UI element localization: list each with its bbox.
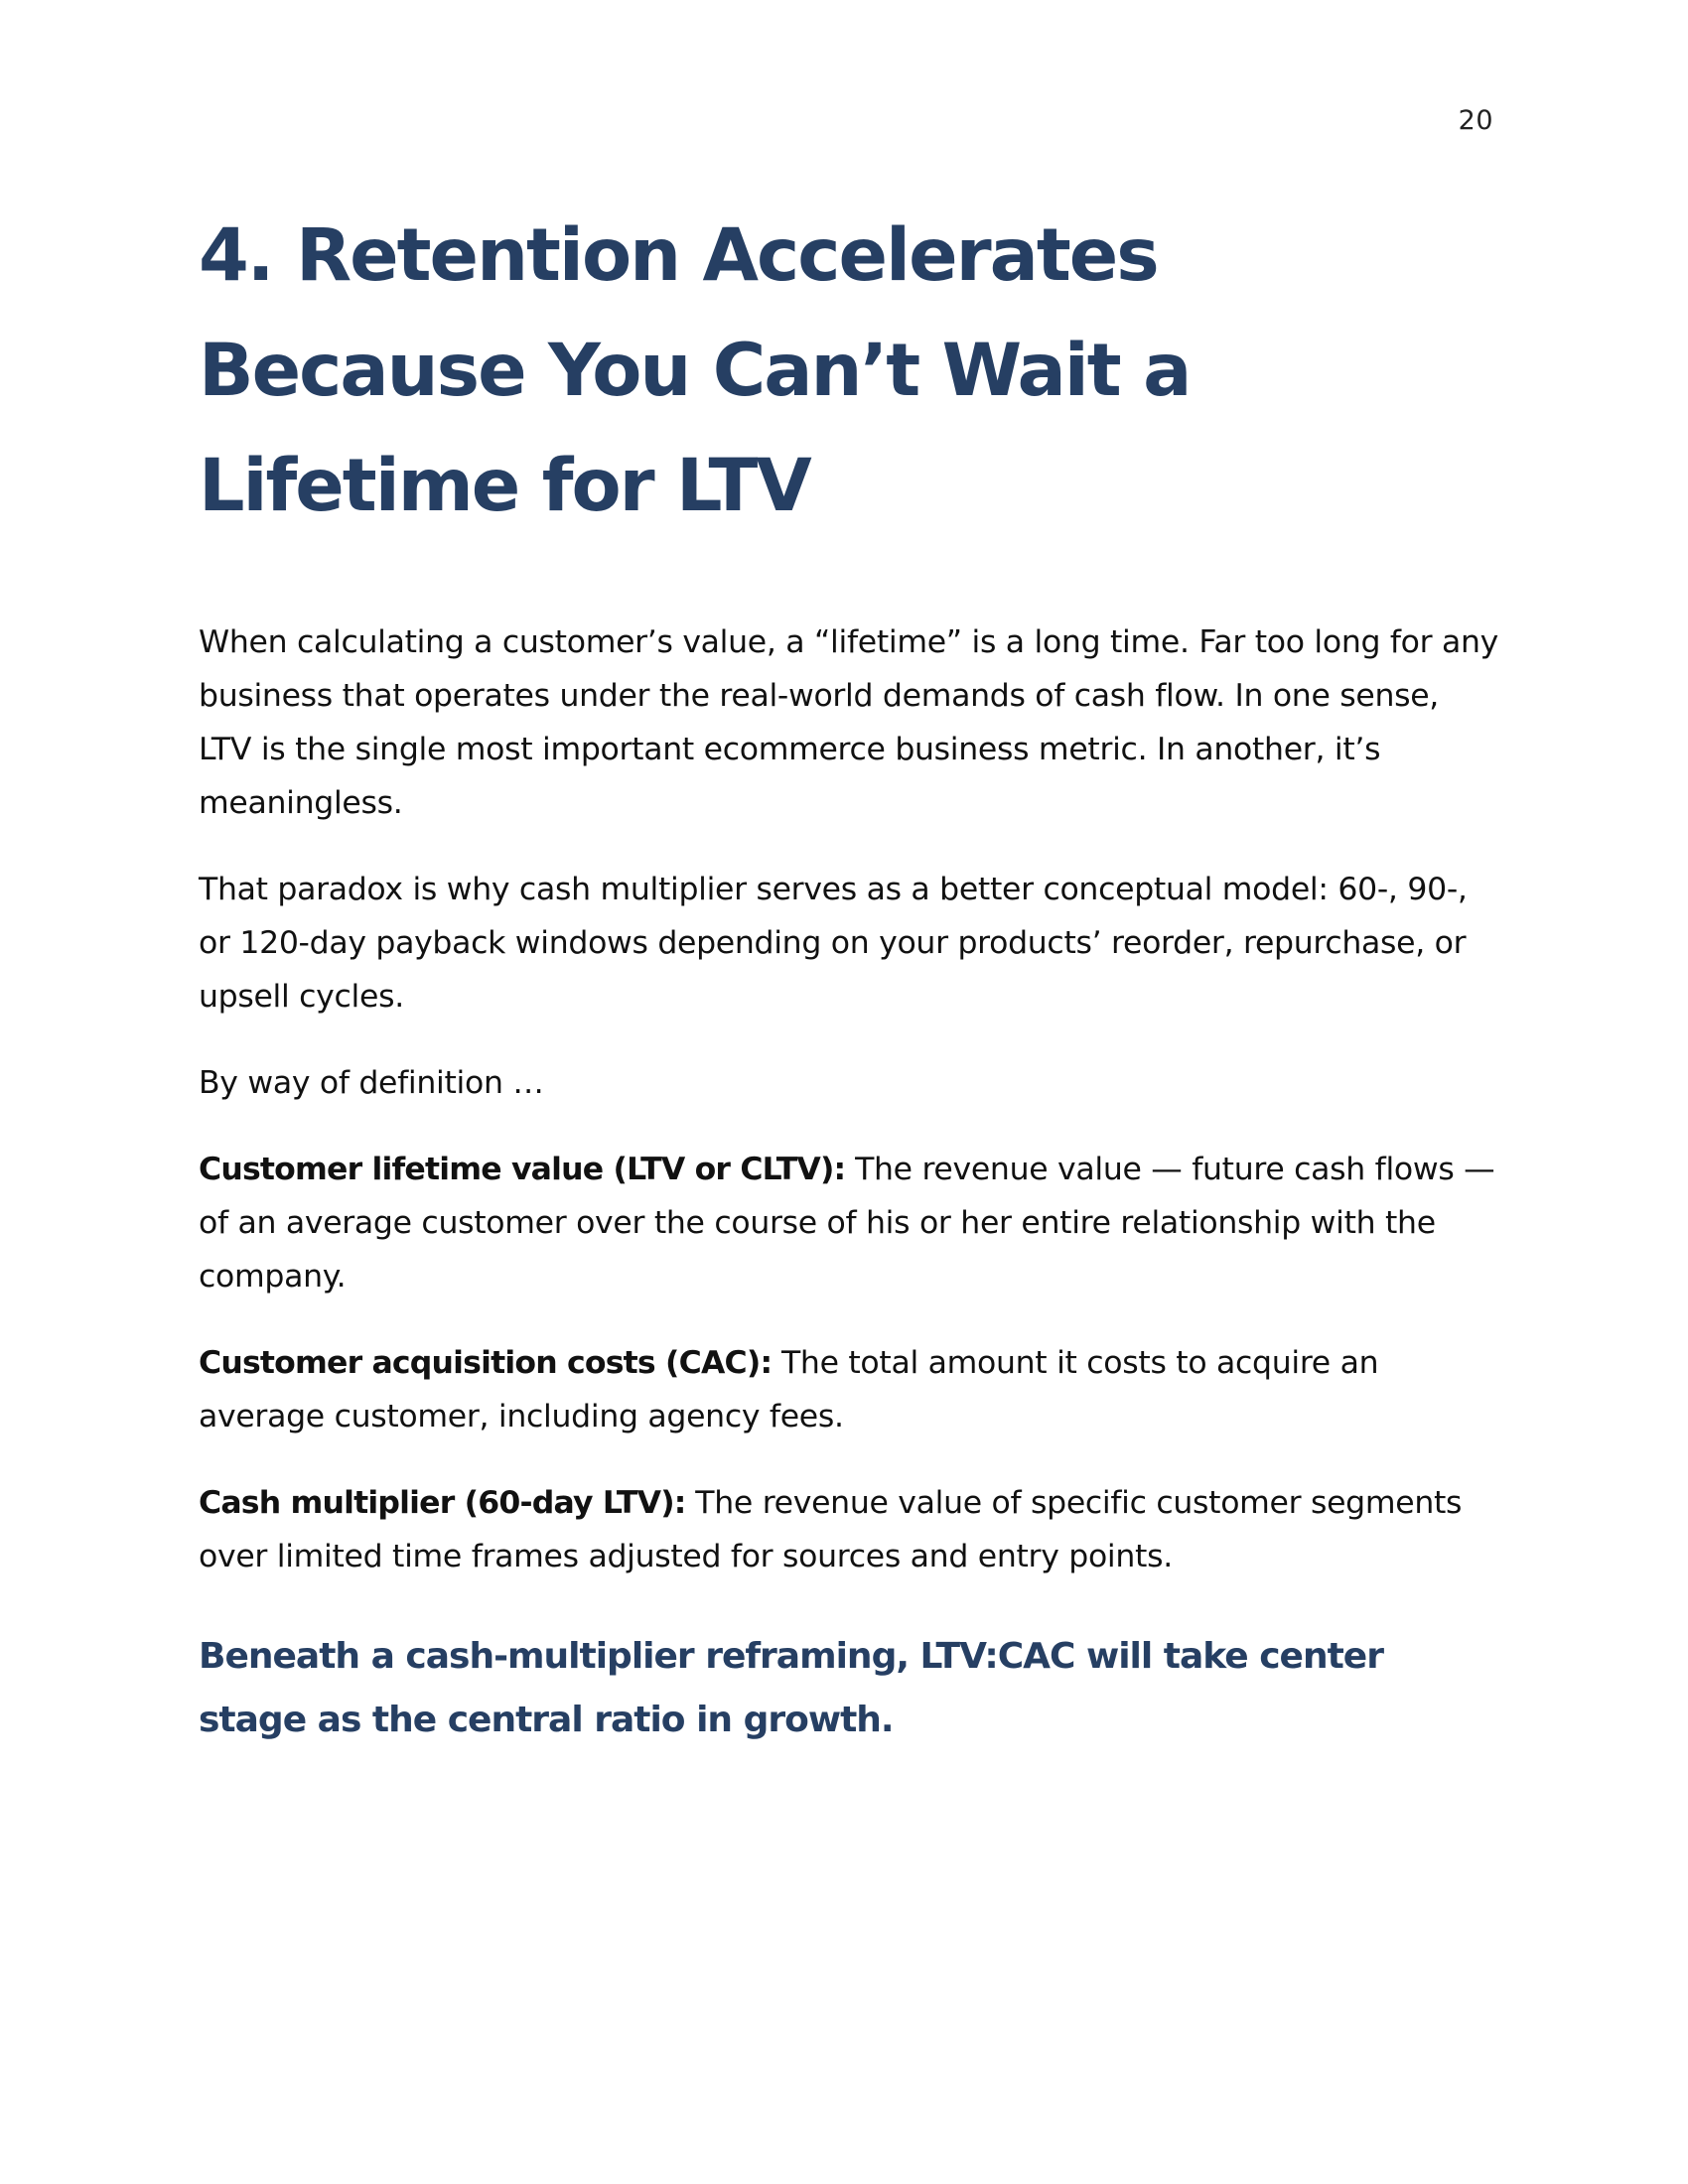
definition-term: Customer acquisition costs (CAC):: [199, 1345, 773, 1381]
definition-term: Cash multiplier (60-day LTV):: [199, 1485, 686, 1521]
definition-cash-multiplier: [199, 1476, 1499, 1583]
section-title: 4. Retention Accelerates Because You Can’t Wait a Lifetime for LTV: [199, 213, 1191, 528]
definition-term: Customer lifetime value (LTV or CLTV):: [199, 1152, 846, 1187]
definition-text: The revenue value of specific customer segments over limited time frames adjusted for sources and entry points.: [199, 1485, 1463, 1574]
callout-statement: Beneath a cash-multiplier reframing, LTV:CAC will take center stage as the central ratio in growth.: [199, 1636, 1383, 1740]
paradox-paragraph: That paradox is why cash multiplier serves as a better conceptual model: 60-, 90-, or 120-day payback windows depending on your products’ reorder, repurchase, or upsell cycles.: [199, 872, 1468, 1015]
intro-paragraph: When calculating a customer’s value, a “lifetime” is a long time. Far too long for any business that operates under the real-world demands of cash flow. In one sense, LTV is the single most important ecommerce business metric. In another, it’s meaningless.: [199, 624, 1499, 821]
page-content: [199, 199, 1499, 1752]
definition-lead-in: By way of definition …: [199, 1065, 544, 1101]
definition-cac: [199, 1336, 1499, 1443]
definition-text: The total amount it costs to acquire an average customer, including agency fees.: [199, 1345, 1379, 1434]
definition-text: The revenue value — future cash flows — of an average customer over the course of his or her entire relationship with the company.: [199, 1152, 1495, 1295]
definition-ltv: [199, 1143, 1499, 1303]
page-number: 20: [1458, 105, 1493, 136]
